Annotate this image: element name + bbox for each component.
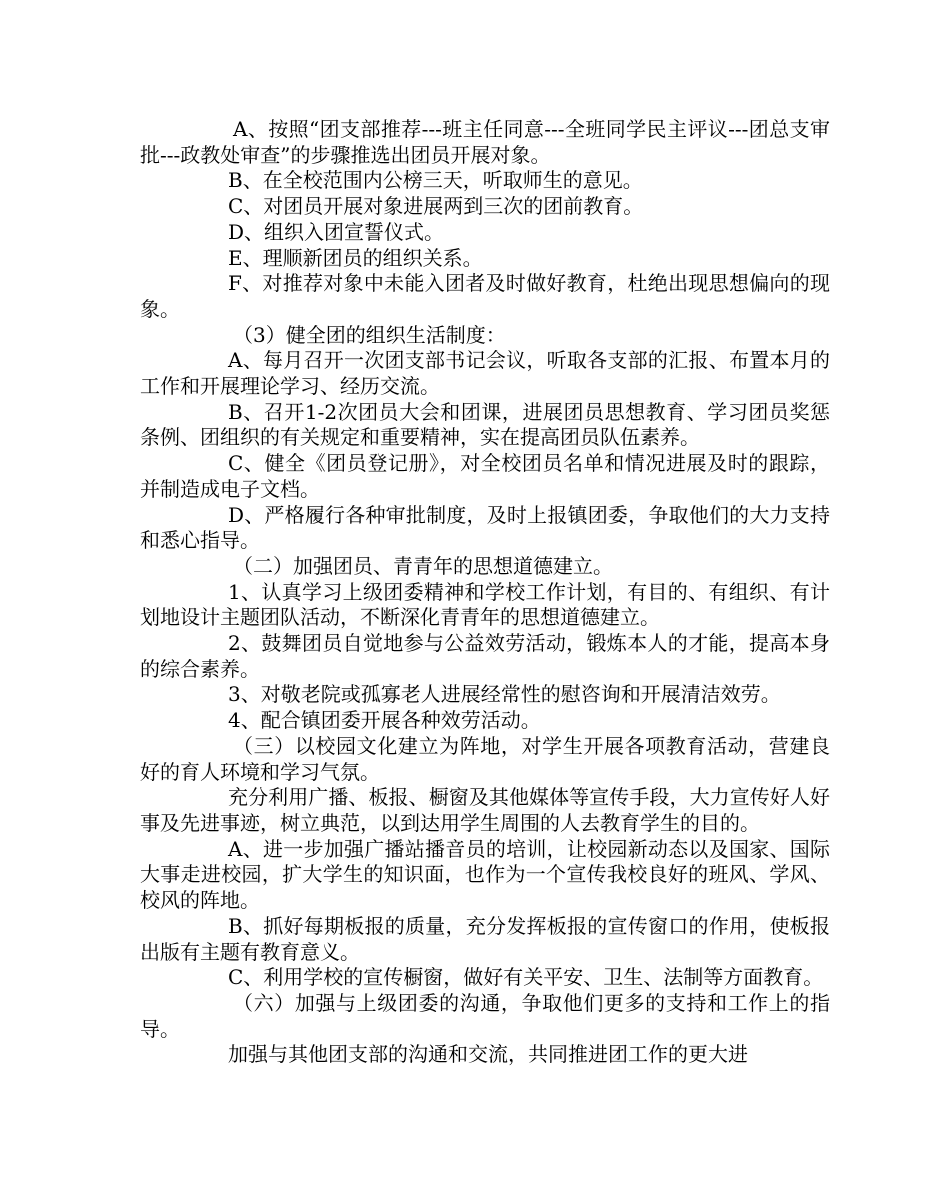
paragraph-step-b: B、在全校范围内公榜三天，听取师生的意见。 xyxy=(228,168,643,193)
paragraph-campus-intro: 充分利用广播、板报、橱窗及其他媒体等宣传手段，大力宣传好人好事及先进事迹，树立典范，以到达用学生周围的人去教育学生的目的。 xyxy=(140,785,830,835)
paragraph-moral-1: 1、认真学习上级团委精神和学校工作计划，有目的、有组织、有计划地设计主题团队活动，不断深化青青年的思想道德建立。 xyxy=(140,579,830,630)
paragraph-campus-c: C、利用学校的宣传橱窗，做好有关平安、卫生、法制等方面教育。 xyxy=(228,965,824,990)
paragraph-communication: 加强与其他团支部的沟通和交流，共同推进团工作的更大进 xyxy=(228,1042,748,1067)
section-heading-communication: （六）加强与上级团委的沟通，争取他们更多的支持和工作上的指导。 xyxy=(140,990,830,1041)
paragraph-step-f: F、对推荐对象中未能入团者及时做好教育，杜绝出现思想偏向的现象。 xyxy=(140,271,830,321)
paragraph-moral-2: 2、鼓舞团员自觉地参与公益效劳活动，锻炼本人的才能，提高本身的综合素养。 xyxy=(140,631,830,681)
document-page xyxy=(140,117,830,1068)
paragraph-org-c: C、健全《团员登记册》，对全校团员名单和情况进展及时的跟踪，并制造成电子文档。 xyxy=(140,451,830,501)
paragraph-org-d: D、严格履行各种审批制度，及时上报镇团委，争取他们的大力支持和悉心指导。 xyxy=(140,502,830,553)
paragraph-campus-b: B、抓好每期板报的质量，充分发挥板报的宣传窗口的作用，使板报出版有主题有教育意义。 xyxy=(140,913,830,964)
paragraph-step-e: E、理顺新团员的组织关系。 xyxy=(228,245,483,270)
paragraph-moral-3: 3、对敬老院或孤寡老人进展经常性的慰咨询和开展清洁效劳。 xyxy=(228,682,781,707)
section-heading-org-life: （3）健全团的组织生活制度： xyxy=(233,322,506,347)
paragraph-step-c: C、对团员开展对象进展两到三次的团前教育。 xyxy=(228,194,644,219)
paragraph-step-a: A、按照“团支部推荐---班主任同意---全班同学民主评议---团总支审批---政教处审查”的步骤推选出团员开展对象。 xyxy=(140,117,830,167)
paragraph-moral-4: 4、配合镇团委开展各种效劳活动。 xyxy=(228,708,541,733)
paragraph-org-a: A、每月召开一次团支部书记会议，听取各支部的汇报、布置本月的工作和开展理论学习、经历交流。 xyxy=(140,348,830,399)
paragraph-org-b: B、召开1-2次团员大会和团课，进展团员思想教育、学习团员奖惩条例、团组织的有关规定和重要精神，实在提高团员队伍素养。 xyxy=(140,399,830,450)
section-heading-moral: （二）加强团员、青青年的思想道德建立。 xyxy=(233,553,613,578)
paragraph-step-d: D、组织入团宣誓仪式。 xyxy=(228,219,445,244)
paragraph-campus-a: A、进一步加强广播站播音员的培训，让校园新动态以及国家、国际大事走进校园，扩大学生的知识面，也作为一个宣传我校良好的班风、学风、校风的阵地。 xyxy=(140,836,830,913)
section-heading-campus: （三）以校园文化建立为阵地，对学生开展各项教育活动，营建良好的育人环境和学习气氛。 xyxy=(140,733,830,784)
